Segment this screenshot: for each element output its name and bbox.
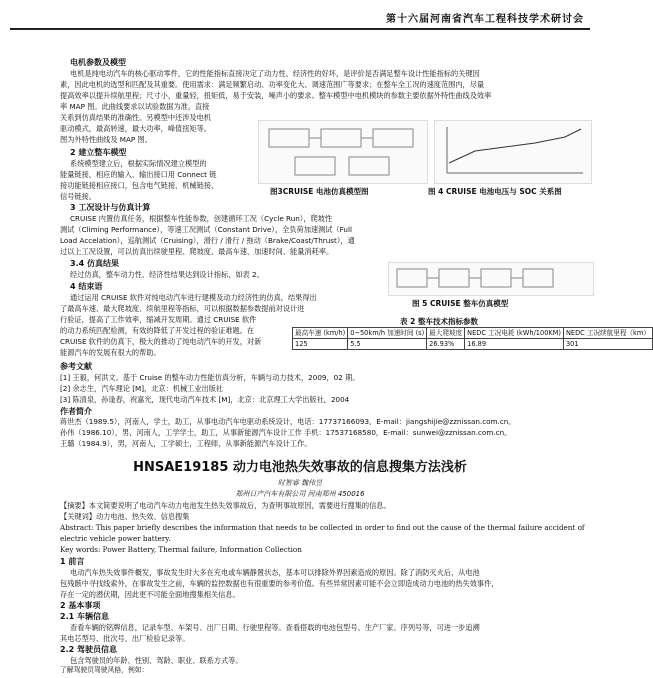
author-bio: 孙伟（1986.10），男，河南人，工学学士，助工，从事新能源汽车设计工作 手机：17537168580，E-mail：sunwei@zznissan.com.cn。: [60, 428, 512, 437]
figure-3-caption: 图3CRUISE 电池仿真模型图: [270, 187, 369, 196]
table-header-cell: NEDC 工况电耗 (kWh/100KM): [465, 328, 564, 339]
author-bio: 蒋世杰（1989.5），河南人，学士，助工，从事电动汽车电驱动系统设计，电话：17737166093，E-mail：jiangshijie@zznissan.com.cn。: [60, 417, 516, 426]
reference-item: [1] 王毅，何洪文。基于 Cruise 的整车动力性能仿真分析，车辆与动力技术，2009，02 期。: [60, 373, 360, 382]
table-header-cell: 最大爬坡度: [427, 328, 465, 339]
table-cell: 5.5: [348, 339, 427, 350]
page-header: [10, 4, 590, 30]
table-2-caption: 表 2 整车技术指标参数: [400, 317, 478, 326]
build-model-paragraph: 系统模型建立后，根据实际情况建立模型的 能量链接，相应的输入、输出接口用 Connect 链 接功能链接相应接口，包含电气链接、机械链接、 信号链接。: [60, 159, 219, 201]
table-header-cell: NEDC 工况续航里程（km）: [563, 328, 652, 339]
authors-heading: 作者简介: [60, 407, 92, 416]
conditions-paragraph: CRUISE 内置仿真任务，根据整车性能参数，创建循环工况（Cycle Run），爬坡性 测试（Climing Performance），等速工况测试（Constant Drive），全负荷加速测试（Full Load Accelation），巡航测试（Cruising），滑行 / 滑行 / 拖动（Brake/Coast/Thrust），通 过以上工况设置，可以仿真出续驶里程、爬坡度、最高车速、加速时间、能量消耗率。: [60, 214, 355, 256]
article-2-authors: 时智睿 魏伟昱: [277, 479, 323, 487]
figure-5-vehicle-model: [388, 262, 594, 296]
table-header-cell: 最高车速 (km/h): [293, 328, 348, 339]
author-bios: [60, 416, 592, 449]
table-cell: 16.89: [465, 339, 564, 350]
intro-heading: 1 前言: [60, 557, 85, 566]
motor-paragraph: 电机是纯电动汽车的核心驱动零件，它的性能指标直接决定了动力性、经济性的好坏，是评价是否满足整车设计性能指标的关键因 素，因此电机的选型和匹配及其重要。使用需求：满足频繁启动、功率变化大、调速范围广等要求；在整车全工况的速度范围内，尽量 提高效率以提升续航里程；尺寸小，重量轻，扭矩低，易于安装，噪声小的要求。整车模型中电机模块的参数主要依据外特性曲线及效率 率 MAP 图。此曲线要求以试验数据为准，直接 关系到仿真结果的准确性。另模型中还涉及电机 驱动模式，最高转速，最大功率，峰值扭矩等。 图为外特性曲线及 MAP 图。: [60, 69, 492, 144]
figure-5-caption: 图 5 CRUISE 整车仿真模型: [412, 299, 509, 308]
driver-info-heading: 2.2 驾驶员信息: [60, 645, 117, 654]
figure-4-caption: 图 4 CRUISE 电池电压与 SOC 关系图: [428, 187, 562, 196]
vehicle-info-paragraph: 查看车辆的铭牌信息，记录车型、车架号、出厂日期、行驶里程等。查看搭载的电池包型号、生产厂家、序列号等，可进一步追溯 其电芯型号、批次号、出厂检验记录等。: [60, 623, 480, 643]
table-header-row: [293, 328, 653, 339]
basics-heading: 2 基本事项: [60, 601, 101, 610]
motor-heading: 电机参数及模型: [70, 58, 126, 67]
table-header-cell: 0~50km/h 加速时间 (s): [348, 328, 427, 339]
keywords-cn: 【关键词】动力电池、热失效、信息搜集: [60, 512, 190, 521]
keywords-en: Key words: Power Battery, Thermal failure, Information Collection: [60, 545, 302, 554]
journal-title: 第十六届河南省汽车工程科技学术研讨会: [386, 14, 584, 25]
references-list: [60, 372, 592, 405]
article-2-affiliation: 郑州日产汽车有限公司 河南郑州 450016: [235, 490, 365, 498]
conclusion-paragraph: 通过运用 CRUISE 软件对纯电动汽车进行建模及动力经济性的仿真，结果得出 了最高车速、最大爬坡度、续航里程等指标，可以根据数据参数提前对设计进 行验证，提高了工作效率，缩减开发周期。通过 CRUISE 软件 的动力系统匹配检测，有效的降低了开发过程的验证难题。在 CRUISE 软件的仿真下，极大的推动了纯电动汽车的开发，对新 能源汽车的发展有很大的帮助。: [60, 293, 317, 357]
driver-info-paragraph: 包含驾驶员的年龄、性别、驾龄、职业、联系方式等。 了解驾驶员驾驶风格，例如：: [60, 656, 243, 674]
figure-3-battery-model: [258, 120, 428, 184]
abstract-en: Abstract: This paper briefly describes the information that needs to be collected in order to find out the cause of the thermal failure accident of electric vehicle power battery.: [60, 523, 585, 543]
reference-item: [3] 陈清泉，孙逢春，祝嘉光，现代电动汽车技术 [M]，北京：北京理工大学出版社，2004: [60, 395, 350, 404]
table-cell: 125: [293, 339, 348, 350]
table-cell: 26.93%: [427, 339, 465, 350]
result-paragraph: 经过仿真，整车动力性、经济性结果达到设计指标，如表 2。: [70, 270, 264, 279]
reference-item: [2] 余志生，汽车理论 [M]，北京：机械工业出版社: [60, 384, 224, 393]
conclusion-heading: 4 结束语: [70, 282, 103, 291]
author-bio: 王璐（1984.9），男，河南人，工学硕士，工程师，从事新能源汽车设计工作。: [60, 439, 312, 448]
references-heading: 参考文献: [60, 362, 92, 371]
abstract-cn: 【摘要】本文简要说明了电动汽车动力电池发生热失效事故后，为查明事故原因，需要进行搜集的信息。: [60, 501, 391, 510]
result-heading: 3.4 仿真结果: [70, 259, 119, 268]
article-2-title: HNSAE19185 动力电池热失效事故的信息搜集方法浅析: [133, 460, 467, 475]
vehicle-info-heading: 2.1 车辆信息: [60, 612, 109, 621]
spec-table: [292, 327, 653, 350]
table-row: [293, 339, 653, 350]
intro-paragraph: 电动汽车热失效事件概发，事故发生时大多在充电或车辆静置状态，基本可以排除外界因素造成的原因。除了消防灭火后，从电池 包残骸中寻找线索外，在事故发生之前，车辆的监控数据也有很重要的参考价值。有些异常因素可能不会立即造成动力电池的热失效事件， 存在一定的潜伏期，因此更不可能全面地搜集相关信息。: [60, 568, 499, 599]
conditions-heading: 3 工况设计与仿真计算: [70, 203, 151, 212]
figure-4-voltage-soc: [434, 120, 592, 184]
build-model-heading: 2 建立整车模型: [70, 148, 127, 157]
table-cell: 301: [563, 339, 652, 350]
